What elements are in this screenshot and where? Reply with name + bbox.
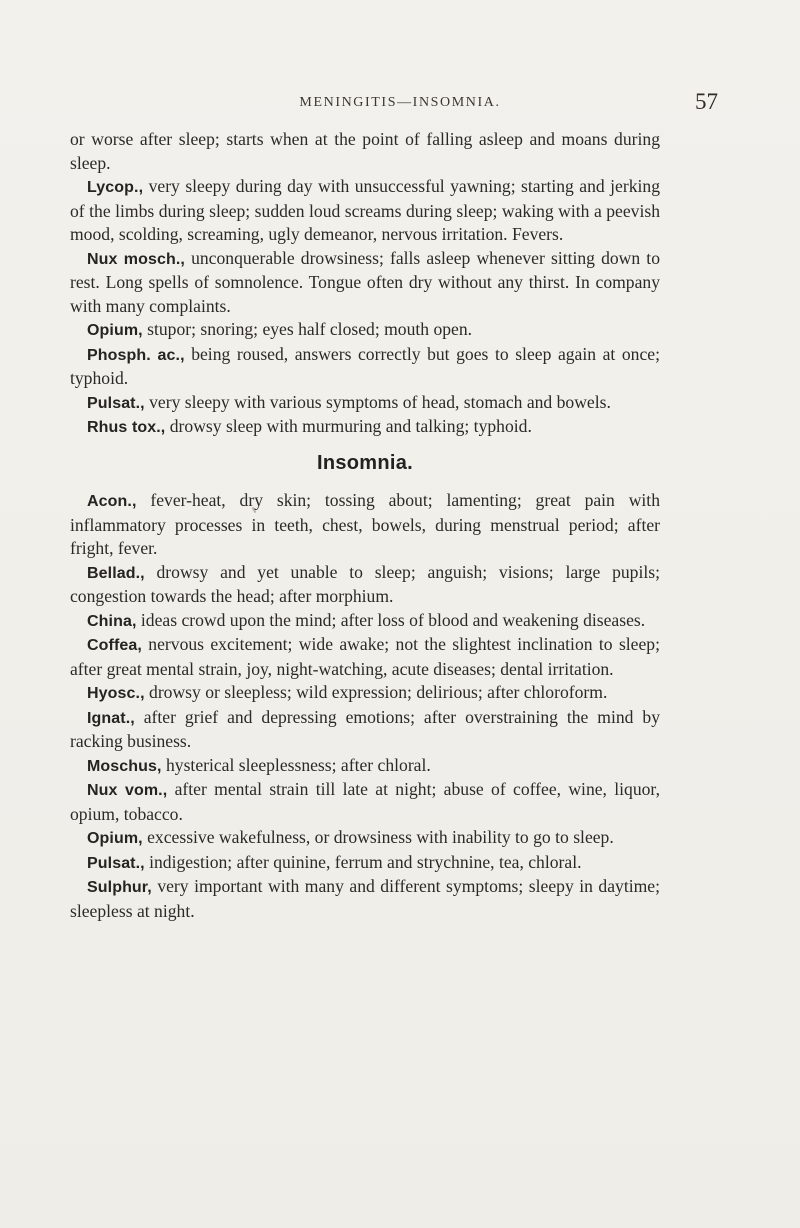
entry-pulsatilla xyxy=(70,391,660,416)
page-number: 57 xyxy=(695,89,718,114)
entry-coffea xyxy=(70,633,660,681)
remedy-description: nervous excitement; wide awake; not the slightest inclination to sleep; after great mental strain, joy, night-watching, acute diseases; dental irritation. xyxy=(70,634,660,679)
remedy-name: Nux vom., xyxy=(87,782,168,799)
continuation-paragraph: or worse after sleep; starts when at the point of falling asleep and moans during sleep. xyxy=(70,129,660,173)
page-body xyxy=(70,128,660,923)
entry-ignatia xyxy=(70,706,660,754)
remedy-name: Hyosc., xyxy=(87,685,145,702)
remedy-name: Nux mosch., xyxy=(87,250,185,268)
running-head xyxy=(70,89,730,119)
remedy-name: Ignat., xyxy=(87,709,135,727)
entry-opium-insomnia xyxy=(70,826,660,851)
entry-hyoscyamus xyxy=(70,681,660,706)
remedy-description: unconquerable drowsiness; falls asleep whenever sitting down to rest. Long spells of somnolence. Tongue often dry without any thirst. In company with many complaints. xyxy=(70,247,660,316)
remedy-description: drowsy or sleepless; wild expression; delirious; after chloroform. xyxy=(144,682,608,702)
remedy-description: very important with many and different symptoms; sleepy in daytime; sleepless at night. xyxy=(70,876,660,921)
remedy-name: Moschus, xyxy=(87,757,162,775)
entry-pulsatilla-insomnia xyxy=(70,851,660,876)
remedy-description: drowsy and yet unable to sleep; anguish; visions; large pupils; congestion towards the head; after morphium. xyxy=(70,561,660,606)
remedy-name: Opium, xyxy=(87,830,143,847)
entry-lycopodium xyxy=(70,175,660,247)
remedy-description: indigestion; after quinine, ferrum and strychnine, tea, chloral. xyxy=(144,851,582,872)
remedy-description: excessive wakefulness, or drowsiness with inability to go to sleep. xyxy=(142,827,614,847)
remedy-name: Sulphur, xyxy=(87,879,152,896)
entry-moschus xyxy=(70,754,660,779)
remedy-description: being roused, answers correctly but goes to sleep again at once; typhoid. xyxy=(70,343,660,388)
entry-sulphur xyxy=(70,875,660,923)
entry-opium xyxy=(70,318,660,343)
remedy-name: Opium, xyxy=(87,322,143,339)
remedy-description: hysterical sleeplessness; after chloral. xyxy=(161,754,431,775)
entry-aconite xyxy=(70,489,660,561)
remedy-description: drowsy sleep with murmuring and talking; typhoid. xyxy=(165,416,532,436)
section-heading: Insomnia. xyxy=(316,451,414,474)
remedy-name: Acon., xyxy=(87,493,137,510)
remedy-name: Pulsat., xyxy=(87,394,145,412)
entry-nux-vomica xyxy=(70,778,660,826)
remedy-description: fever-heat, dry skin; tossing about; lamenting; great pain with inflammatory processes in teeth, chest, bowels, during menstrual period; after fright, fever. xyxy=(70,490,660,558)
remedy-description: stupor; snoring; eyes half closed; mouth open. xyxy=(142,319,473,339)
remedy-name: Bellad., xyxy=(87,564,145,582)
running-head-title: MENINGITIS—INSOMNIA. xyxy=(299,95,501,110)
entry-rhus-tox xyxy=(70,415,660,440)
remedy-description: ideas crowd upon the mind; after loss of blood and weakening diseases. xyxy=(136,609,646,630)
remedy-name: China, xyxy=(87,612,137,630)
remedy-description: very sleepy with various symptoms of head, stomach and bowels. xyxy=(144,391,611,412)
entry-china xyxy=(70,609,660,634)
remedy-description: after grief and depressing emotions; after overstraining the mind by racking business. xyxy=(70,706,660,751)
remedy-description: after mental strain till late at night; abuse of coffee, wine, liquor, opium, tobacco. xyxy=(70,779,660,824)
entry-nux-moschata xyxy=(70,247,660,319)
remedy-description: very sleepy during day with unsuccessful yawning; starting and jerking of the limbs during sleep; sudden loud screams during sleep; waking with a peevish mood, scolding, screaming, ugly demeanor, nervous irritation. Fevers. xyxy=(70,176,660,244)
remedy-name: Rhus tox., xyxy=(87,419,166,436)
remedy-name: Coffea, xyxy=(87,637,142,654)
remedy-name: Pulsat., xyxy=(87,854,145,872)
remedy-name: Lycop., xyxy=(87,179,144,196)
entry-belladonna xyxy=(70,561,660,609)
entry-phosphoric-acid xyxy=(70,343,660,391)
remedy-name: Phosph. ac., xyxy=(87,346,185,364)
